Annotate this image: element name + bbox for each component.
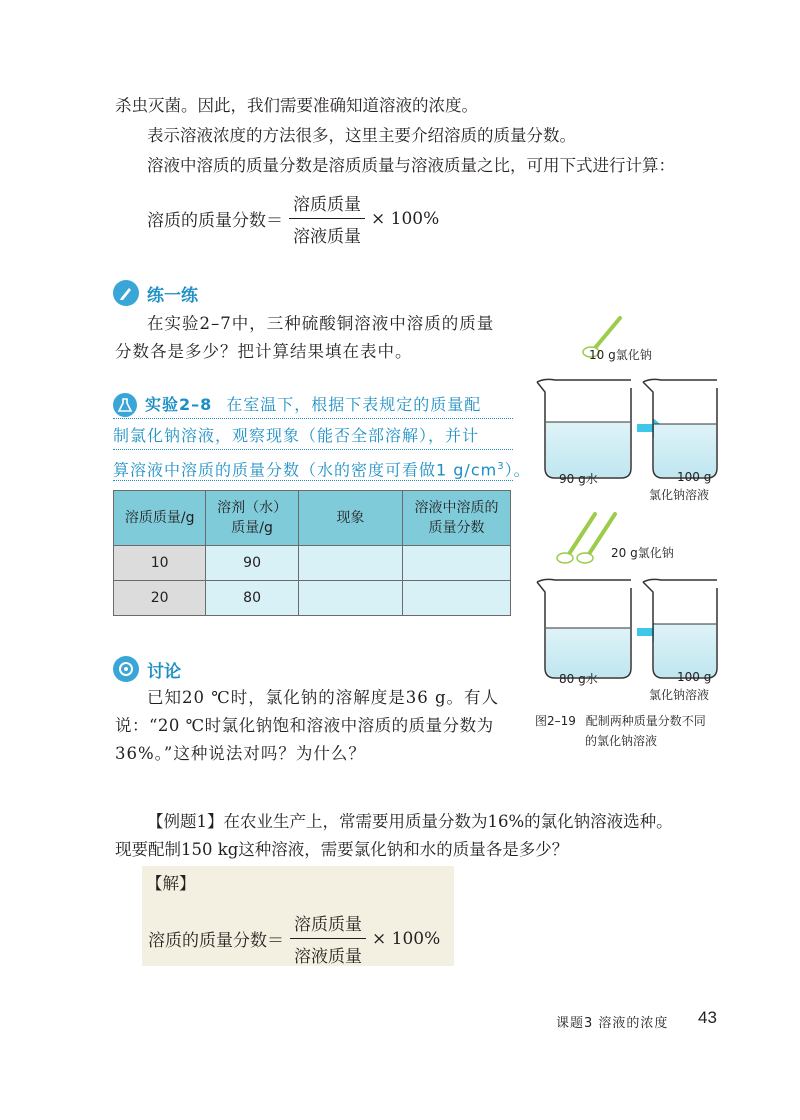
caption-number: 图2–19 bbox=[535, 714, 576, 728]
experiment-line-1: 在室温下，根据下表规定的质量配 bbox=[226, 395, 482, 414]
top-spoon-label: 10 g氯化钠 bbox=[589, 348, 652, 362]
beaker-top-right bbox=[643, 379, 717, 478]
flask-icon bbox=[113, 393, 137, 417]
table-header-cell bbox=[114, 491, 206, 546]
bottom-result-label-1: 100 g bbox=[677, 670, 712, 684]
cell-fraction[interactable] bbox=[402, 581, 510, 616]
bottom-spoon-label: 20 g氯化钠 bbox=[611, 546, 674, 560]
header-solvent-line1: 溶剂（水） bbox=[217, 500, 288, 516]
table-header-cell bbox=[402, 491, 510, 546]
top-result-label-1: 100 g bbox=[677, 470, 712, 484]
experiment-label: 实验2–8 bbox=[145, 395, 213, 414]
discussion-icon bbox=[113, 656, 139, 682]
formula-multiplier: × 100% bbox=[371, 208, 440, 229]
formula-denominator: 溶液质量 bbox=[294, 947, 362, 967]
discussion-line-2: 说：“20 ℃时氯化钠饱和溶液中溶质的质量分数为 bbox=[115, 716, 494, 735]
pen-icon bbox=[113, 280, 139, 306]
figure-2-19 bbox=[525, 300, 745, 760]
top-water-label: 90 g水 bbox=[559, 472, 598, 486]
figure-caption bbox=[535, 712, 706, 729]
example-label: 【例题1】 bbox=[147, 812, 224, 831]
discussion-line-3: 36%。”这种说法对吗？为什么？ bbox=[115, 744, 366, 763]
formula-fraction bbox=[289, 190, 365, 247]
table-row bbox=[114, 546, 511, 581]
cell-solvent: 90 bbox=[206, 546, 298, 581]
experiment-line-1-row bbox=[113, 392, 513, 419]
formula-fraction bbox=[290, 910, 366, 967]
spoon-icon bbox=[557, 514, 615, 563]
formula-lhs: 溶质的质量分数＝ bbox=[148, 931, 284, 951]
caption-line-2: 的氯化钠溶液 bbox=[585, 734, 658, 748]
experiment-line-3-end: ）。 bbox=[504, 460, 531, 480]
practice-line-1: 在实验2–7中，三种硫酸铜溶液中溶质的质量 bbox=[147, 314, 495, 333]
mass-fraction-formula bbox=[147, 190, 439, 247]
header-fraction-line2: 质量分数 bbox=[428, 520, 485, 536]
experiment-line-3: 算溶液中溶质的质量分数（水的密度可看做1 g/cm bbox=[113, 460, 498, 480]
cell-fraction[interactable] bbox=[402, 546, 510, 581]
header-fraction-line1: 溶液中溶质的 bbox=[414, 500, 499, 516]
intro-line-3: 溶液中溶质的质量分数是溶质质量与溶液质量之比，可用下式进行计算： bbox=[147, 156, 675, 175]
practice-title: 练一练 bbox=[147, 285, 198, 306]
bottom-water-label: 80 g水 bbox=[559, 672, 598, 686]
solution-box bbox=[142, 866, 454, 966]
data-table bbox=[113, 490, 511, 616]
solution-label: 【解】 bbox=[146, 874, 196, 893]
discussion-title: 讨论 bbox=[147, 661, 181, 682]
formula-numerator: 溶质质量 bbox=[289, 190, 365, 219]
cell-phenomenon[interactable] bbox=[298, 581, 402, 616]
beaker-top-left bbox=[537, 379, 631, 478]
table-header-row bbox=[114, 491, 511, 546]
intro-line-1: 杀虫灭菌。因此，我们需要准确知道溶液的浓度。 bbox=[115, 96, 478, 115]
cell-phenomenon[interactable] bbox=[298, 546, 402, 581]
experiment-line-3-sup: 3 bbox=[497, 461, 505, 472]
beaker-illustration bbox=[525, 300, 745, 720]
cell-solute: 20 bbox=[114, 581, 206, 616]
intro-line-2: 表示溶液浓度的方法很多，这里主要介绍溶质的质量分数。 bbox=[147, 126, 576, 145]
header-solvent-line2: 质量/g bbox=[231, 520, 273, 536]
table-header-cell bbox=[206, 491, 298, 546]
discussion-line-1: 已知20 ℃时，氯化钠的溶解度是36 g。有人 bbox=[147, 688, 500, 707]
discussion-header bbox=[113, 656, 181, 682]
example-line-2: 现要配制150 kg这种溶液，需要氯化钠和水的质量各是多少？ bbox=[115, 840, 569, 859]
caption-line-1: 配制两种质量分数不同 bbox=[585, 714, 706, 728]
table-header-cell bbox=[298, 491, 402, 546]
beaker-bottom-left bbox=[537, 579, 631, 678]
example-line-1: 在农业生产上，常需要用质量分数为16%的氯化钠溶液选种。 bbox=[223, 812, 673, 831]
experiment-line-3-row bbox=[113, 454, 531, 481]
page-number: 43 bbox=[698, 1008, 717, 1027]
formula-multiplier: × 100% bbox=[372, 928, 441, 949]
footer-section: 课题3 溶液的浓度 bbox=[556, 1016, 669, 1031]
practice-header bbox=[113, 280, 198, 306]
header-phenomenon: 现象 bbox=[336, 510, 365, 526]
cell-solvent: 80 bbox=[206, 581, 298, 616]
experiment-line-2: 制氯化钠溶液，观察现象（能否全部溶解），并计 bbox=[113, 423, 513, 450]
table-row bbox=[114, 581, 511, 616]
example-line-1-row bbox=[147, 812, 673, 832]
beaker-bottom-right bbox=[643, 579, 717, 678]
header-solute-mass: 溶质质量/g bbox=[124, 510, 195, 526]
experiment-block bbox=[113, 392, 531, 481]
solution-formula bbox=[148, 910, 440, 967]
practice-line-2: 分数各是多少？把计算结果填在表中。 bbox=[115, 342, 413, 361]
formula-denominator: 溶液质量 bbox=[293, 227, 361, 247]
bottom-result-label-2: 氯化钠溶液 bbox=[649, 688, 710, 702]
formula-numerator: 溶质质量 bbox=[290, 910, 366, 939]
top-result-label-2: 氯化钠溶液 bbox=[649, 488, 710, 502]
cell-solute: 10 bbox=[114, 546, 206, 581]
formula-lhs: 溶质的质量分数＝ bbox=[147, 211, 283, 231]
